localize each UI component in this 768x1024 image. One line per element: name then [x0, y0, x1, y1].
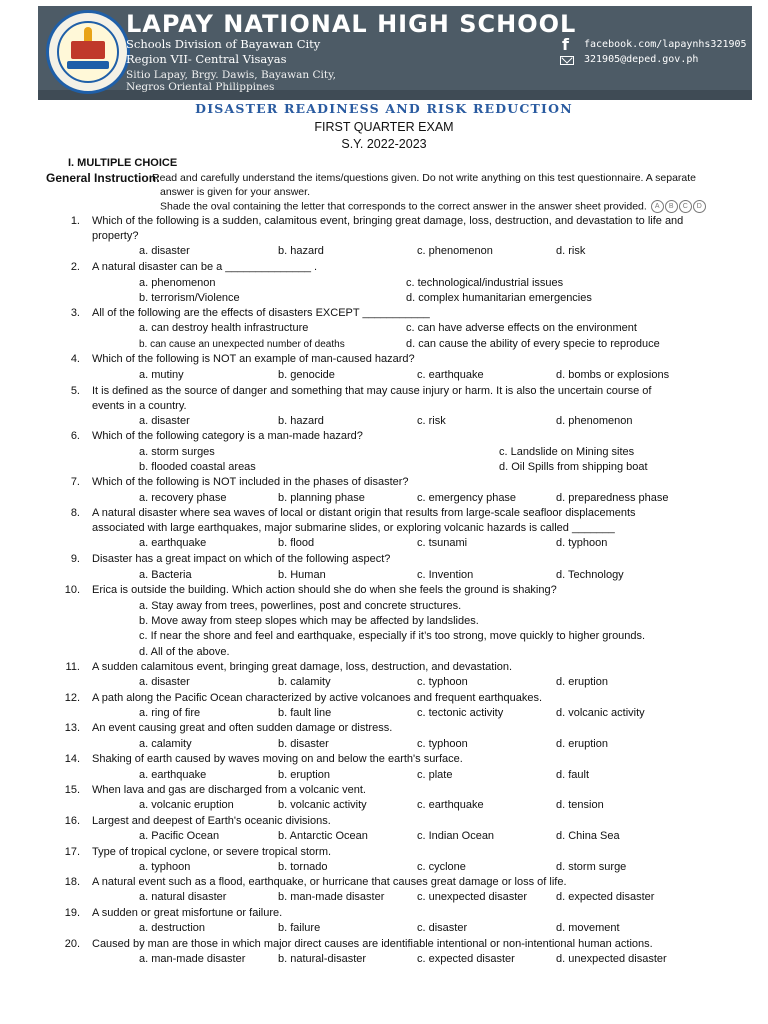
oval-c: C — [679, 200, 692, 213]
facebook-url: facebook.com/lapaynhs321905 — [584, 39, 747, 50]
question-number: 1. — [70, 215, 80, 227]
choice: b. failure — [278, 922, 321, 934]
question-number: 7. — [70, 476, 80, 488]
instruction-line-2: answer is given for your answer. — [160, 186, 310, 198]
choice: d. preparedness phase — [556, 492, 669, 504]
choice: a. calamity — [139, 738, 192, 750]
choice: d. typhoon — [556, 537, 608, 549]
choice: a. volcanic eruption — [139, 799, 234, 811]
question-number: 2. — [70, 261, 80, 273]
question-text: Which of the following is NOT an example of man-caused hazard? — [92, 353, 415, 365]
question-text: A sudden or great misfortune or failure. — [92, 907, 283, 919]
question-text: A natural event such as a flood, earthquake, or hurricane that causes great damage or loss of life. — [92, 876, 567, 888]
choice: b. tornado — [278, 861, 328, 873]
choice: b. flood — [278, 537, 315, 549]
question-text: Shaking of earth caused by waves moving on and below the earth's surface. — [92, 753, 463, 765]
choice: a. Pacific Ocean — [139, 830, 220, 842]
address-line-1: Sitio Lapay, Brgy. Dawis, Bayawan City, — [126, 69, 336, 81]
choice: a. earthquake — [139, 769, 207, 781]
question-text: A sudden calamitous event, bringing great damage, loss, destruction, and devastation. — [92, 661, 513, 673]
oval-b: B — [665, 200, 678, 213]
choice: c. expected disaster — [417, 953, 515, 965]
question-text: When lava and gas are discharged from a volcanic vent. — [92, 784, 366, 796]
choice: c. emergency phase — [417, 492, 517, 504]
question-number: 9. — [70, 553, 80, 565]
choice: a. destruction — [139, 922, 206, 934]
choice: c. Invention — [417, 569, 474, 581]
question-number: 20. — [64, 938, 80, 950]
choice: d. movement — [556, 922, 620, 934]
question-text: events in a country. — [92, 400, 187, 412]
choice: b. man-made disaster — [278, 891, 385, 903]
instruction-line-3: Shade the oval containing the letter that corresponds to the correct answer in the answer sheet provided. A B C D — [160, 200, 706, 213]
choice: b. genocide — [278, 369, 335, 381]
question-text: A natural disaster can be a ______________ . — [92, 261, 318, 273]
choice: a. can destroy health infrastructure — [139, 322, 309, 334]
choice: d. bombs or explosions — [556, 369, 670, 381]
choice: d. expected disaster — [556, 891, 655, 903]
oval-a: A — [651, 200, 664, 213]
choice: a. disaster — [139, 676, 190, 688]
choice: b. terrorism/Violence — [139, 292, 240, 304]
question-text: An event causing great and often sudden damage or distress. — [92, 722, 393, 734]
section-heading: I. MULTIPLE CHOICE — [68, 157, 178, 169]
choice: a. storm surges — [139, 446, 215, 458]
choice: c. Landslide on Mining sites — [499, 446, 635, 458]
question-number: 4. — [70, 353, 80, 365]
choice: b. disaster — [278, 738, 329, 750]
choice: d. eruption — [556, 676, 608, 688]
choice: b. flooded coastal areas — [139, 461, 256, 473]
choice: b. Antarctic Ocean — [278, 830, 368, 842]
choice: c. phenomenon — [417, 245, 493, 257]
question-number: 17. — [64, 846, 80, 858]
choice: d. risk — [556, 245, 586, 257]
region-line: Region VII- Central Visayas — [126, 52, 287, 66]
choice: a. phenomenon — [139, 277, 216, 289]
question-text: Disaster has a great impact on which of the following aspect? — [92, 553, 391, 565]
school-year: S.Y. 2022-2023 — [341, 137, 427, 151]
question-number: 14. — [64, 753, 80, 765]
choice: d. volcanic activity — [556, 707, 645, 719]
choice: d. Oil Spills from shipping boat — [499, 461, 648, 473]
email-address: 321905@deped.gov.ph — [584, 54, 699, 65]
choice: d. tension — [556, 799, 604, 811]
question-number: 8. — [70, 507, 80, 519]
choice: d. complex humanitarian emergencies — [406, 292, 592, 304]
question-text: All of the following are the effects of disasters EXCEPT ___________ — [92, 307, 430, 319]
choice: c. cyclone — [417, 861, 466, 873]
book-icon — [71, 41, 105, 59]
choice: d. eruption — [556, 738, 608, 750]
choice: c. typhoon — [417, 676, 468, 688]
choice: b. Move away from steep slopes which may be affected by landslides. — [139, 615, 479, 627]
question-text: Which of the following category is a man-made hazard? — [92, 430, 363, 442]
choice: a. Bacteria — [139, 569, 192, 581]
choice: c. can have adverse effects on the environment — [406, 322, 637, 334]
choice: b. volcanic activity — [278, 799, 367, 811]
choice: b. can cause an unexpected number of deaths — [139, 339, 345, 350]
choice: a. natural disaster — [139, 891, 227, 903]
choice: b. eruption — [278, 769, 330, 781]
choice: b. hazard — [278, 415, 324, 427]
oval-d: D — [693, 200, 706, 213]
choice: b. natural-disaster — [278, 953, 367, 965]
question-text: Erica is outside the building. Which action should she do when she feels the ground is shaking? — [92, 584, 557, 596]
choice: d. Technology — [556, 569, 624, 581]
choice: b. fault line — [278, 707, 332, 719]
choice: a. recovery phase — [139, 492, 227, 504]
question-text: Which of the following is NOT included in the phases of disaster? — [92, 476, 409, 488]
choice: a. mutiny — [139, 369, 184, 381]
question-text: Caused by man are those in which major direct causes are identifiable intentional or non-intentional human actions. — [92, 938, 653, 950]
choice: c. tsunami — [417, 537, 468, 549]
choice: a. disaster — [139, 415, 190, 427]
instruction-label: General Instruction: — [46, 171, 161, 185]
choice: d. fault — [556, 769, 590, 781]
question-text: A path along the Pacific Ocean characterized by active volcanoes and frequent earthquakes. — [92, 692, 543, 704]
choice: a. ring of fire — [139, 707, 201, 719]
mail-icon — [560, 56, 574, 65]
choice: d. storm surge — [556, 861, 627, 873]
choice: c. technological/industrial issues — [406, 277, 564, 289]
question-text: property? — [92, 230, 139, 242]
choice: b. Human — [278, 569, 326, 581]
choice: b. planning phase — [278, 492, 365, 504]
division-line: Schools Division of Bayawan City — [126, 37, 321, 51]
choice: d. phenomenon — [556, 415, 633, 427]
choice: a. disaster — [139, 245, 190, 257]
choice: c. risk — [417, 415, 446, 427]
choice: a. earthquake — [139, 537, 207, 549]
choice: c. earthquake — [417, 799, 484, 811]
school-seal-logo — [46, 10, 130, 94]
question-number: 15. — [64, 784, 80, 796]
question-number: 13. — [64, 722, 80, 734]
question-number: 6. — [70, 430, 80, 442]
question-number: 19. — [64, 907, 80, 919]
question-text: Type of tropical cyclone, or severe tropical storm. — [92, 846, 332, 858]
question-number: 3. — [70, 307, 80, 319]
choice: a. typhoon — [139, 861, 191, 873]
question-text: Which of the following is a sudden, calamitous event, bringing great damage, loss, destruction, and devastation to life and — [92, 215, 684, 227]
exam-title: FIRST QUARTER EXAM — [314, 120, 454, 134]
question-text: Largest and deepest of Earth's oceanic divisions. — [92, 815, 331, 827]
choice: c. tectonic activity — [417, 707, 504, 719]
choice: a. man-made disaster — [139, 953, 246, 965]
choice: b. calamity — [278, 676, 331, 688]
facebook-icon: f — [562, 35, 569, 54]
choice: c. earthquake — [417, 369, 484, 381]
choice: d. unexpected disaster — [556, 953, 667, 965]
question-text: It is defined as the source of danger and something that may cause injury or harm. It is also the uncertain course of — [92, 385, 652, 397]
school-name: LAPAY NATIONAL HIGH SCHOOL — [126, 10, 577, 38]
choice: a. Stay away from trees, powerlines, post and concrete structures. — [139, 600, 462, 612]
instruction-line-1: Read and carefully understand the items/questions given. Do not write anything on this test questionnaire. A separate — [152, 172, 697, 184]
choice: c. typhoon — [417, 738, 468, 750]
choice: c. plate — [417, 769, 453, 781]
school-header-banner — [38, 6, 752, 100]
question-text: associated with large earthquakes, major submarine slides, or exploring volcanic hazards is called _______ — [92, 522, 615, 534]
question-number: 11. — [65, 661, 80, 673]
subject-title: DISASTER READINESS AND RISK REDUCTION — [195, 101, 573, 116]
question-text: A natural disaster where sea waves of local or distant origin that results from large-scale seafloor displacements — [92, 507, 636, 519]
choice: c. unexpected disaster — [417, 891, 528, 903]
address-line-2: Negros Oriental Philippines — [126, 81, 275, 93]
question-number: 16. — [64, 815, 80, 827]
choice: c. Indian Ocean — [417, 830, 495, 842]
choice: d. All of the above. — [139, 646, 230, 658]
choice: d. can cause the ability of every specie to reproduce — [406, 338, 660, 350]
choice: c. If near the shore and feel and earthquake, especially if it’s too strong, move quickly to higher grounds. — [139, 630, 646, 642]
question-number: 5. — [70, 385, 80, 397]
question-number: 12. — [64, 692, 80, 704]
choice: d. China Sea — [556, 830, 620, 842]
question-number: 10. — [64, 584, 80, 596]
choice: b. hazard — [278, 245, 324, 257]
choice: c. disaster — [417, 922, 468, 934]
question-number: 18. — [64, 876, 80, 888]
